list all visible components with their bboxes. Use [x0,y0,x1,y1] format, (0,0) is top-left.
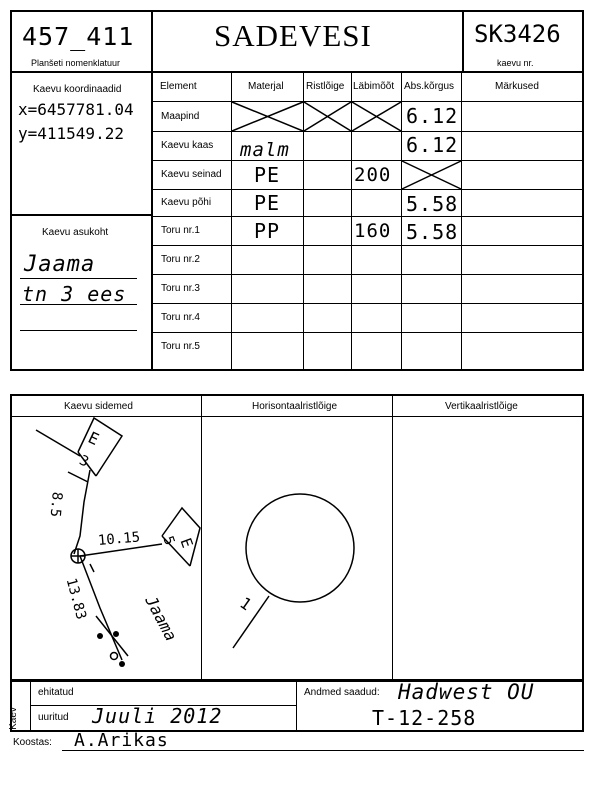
horizontal-section-drawing [201,416,392,681]
nomenclature-value: 457_411 [22,22,135,51]
vertical-label: Vertikaalristlõige [445,401,518,412]
row-element-label: Maapind [161,111,200,122]
coord-x: x=6457781.04 [18,100,134,119]
data-from-value: Hadwest OÜ [398,680,535,704]
cell-material-kaas: malm [240,139,290,161]
street-name: Jaama [141,592,181,645]
connections-label: Kaevu sidemed [64,401,133,412]
row-element-label: Kaevu põhi [161,197,212,208]
cell-diameter-seinad: 200 [354,164,392,186]
cell-material-pohi: PE [254,191,281,215]
sections-divider-2 [392,394,393,681]
location-line1-text: Jaama [24,252,96,277]
location-line2-text: tn 3 ees [22,282,127,306]
footer-kaev-divider [30,680,31,732]
row-element-label: Toru nr.5 [161,341,200,352]
coords-label: Kaevu koordinaadid [33,84,122,95]
well-number-value: SK3426 [474,20,561,48]
well-number-label: kaevu nr. [497,58,534,68]
data-from-label: Andmed saadud: [304,687,380,698]
surveyed-label: uuritud [38,712,69,723]
row-element-label: Toru nr.3 [161,283,200,294]
dist-right: 10.15 [97,529,141,550]
well-e-top: E [85,427,103,450]
data-ref-value: T-12-258 [372,706,477,730]
footer-mid-divider [296,680,297,732]
horizontal-label: Horisontaalristlõige [252,401,338,412]
cell-abs-maapind: 6.12 [406,104,459,128]
row-element-label: Kaevu kaas [161,140,214,151]
cell-abs-pohi: 5.58 [406,192,459,216]
well-5: 5 [159,533,178,548]
coord-y: y=411549.22 [18,124,124,143]
th-element: Element [160,81,197,92]
well-e-right: E [176,535,197,551]
well-3: 3 [76,452,92,471]
cell-abs-kaas: 6.12 [406,133,459,157]
th-cross: Ristlõige [306,81,345,92]
location-label: Kaevu asukoht [42,227,109,238]
surveyed-value: Juuli 2012 [92,704,223,728]
row-element-label: Toru nr.4 [161,312,200,323]
pipe-number: 1 [236,593,256,615]
cell-abs-toru1: 5.58 [406,220,459,244]
compiled-value: A.Arikas [74,730,169,751]
nomenclature-label: Planšeti nomenklatuur [31,58,121,68]
cell-material-toru1: PP [254,219,281,243]
central-well-marker [71,549,85,563]
page-title: SADEVESI [214,18,372,53]
kaev-label: Kaev [7,707,19,730]
dist-up: 8.5 [46,491,65,518]
row-element-label: Toru nr.1 [161,225,200,236]
cell-diameter-toru1: 160 [354,220,392,242]
th-notes: Märkused [495,81,539,92]
compiled-label: Koostas: [13,737,52,748]
built-label: ehitatud [38,687,74,698]
row-element-label: Kaevu seinad [161,169,222,180]
row-element-label: Toru nr.2 [161,254,200,265]
dist-down: 13.83 [62,576,90,622]
th-diameter: Läbimõõt [353,81,395,92]
crossed-cells [0,0,599,390]
th-material: Materjal [248,81,284,92]
cell-material-seinad: PE [254,163,281,187]
th-abs: Abs.kõrgus [404,81,455,92]
connections-sketch [10,416,201,681]
